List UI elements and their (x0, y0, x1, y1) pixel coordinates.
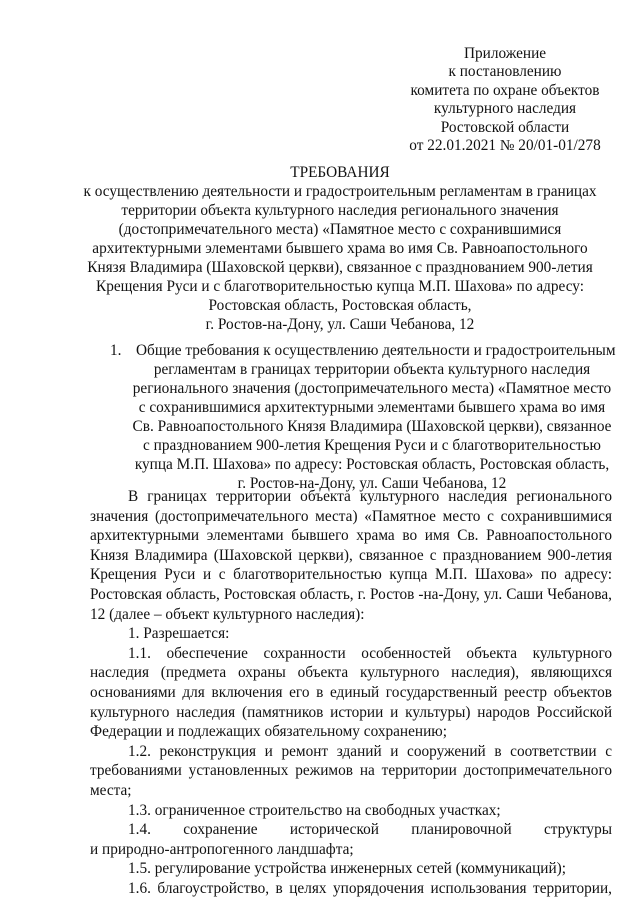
document-body (90, 487, 612, 898)
section-heading-line: г. Ростов-на-Дону, ул. Саши Чебанова, 12 (237, 475, 507, 492)
item-1-4-text: 1.4. сохранение исторической планировочной структуры (128, 821, 612, 839)
appendix-line: к постановлению (448, 63, 562, 81)
section-heading-text: Общие требования к осуществлению деятельности и градостроительным (136, 342, 616, 359)
section-heading-first-line (110, 341, 620, 360)
section-heading-continuation (110, 360, 620, 493)
title-line: Крещения Руси и с благотворительностью купца М.П. Шахова» по адресу: (96, 278, 584, 295)
appendix-line: комитета по охране объектов (410, 81, 600, 99)
title-line: г. Ростов-на-Дону, ул. Саши Чебанова, 12 (205, 316, 475, 333)
item-1-5: 1.5. регулирование устройства инженерных сетей (коммуникаций); (128, 860, 566, 878)
section-1-heading (110, 341, 620, 493)
section-heading-line: регионального значения (достопримечательного места) «Памятное место (132, 380, 612, 397)
section-heading-line: с сохранившимися архитектурными элементами бывшего храма во имя (138, 399, 606, 416)
title-line: территории объекта культурного наследия регионального значения (121, 202, 559, 219)
allowed-heading: 1. Разрешается: (128, 625, 230, 643)
item-1-1: 1.1. обеспечение сохранности особенностей объекта культурного наследия (предмета охраны объекта культурного наследия), являющихся основаниями для включения его в единый государственный реестр объектов культурного наследия (памятников истории и культуры) народов Российской Федерации и подлежащих обязательному сохранению; (90, 644, 612, 741)
item-1-6: 1.6. благоустройство, в целях упорядочения использования территории, (128, 879, 612, 897)
item-1-2: 1.2. реконструкция и ремонт зданий и сооружений в соответствии с требованиями установленных режимов на территории достопримечательного места; (90, 742, 612, 799)
title-line: архитектурными элементами бывшего храма во имя Св. Равноапостольного (92, 240, 588, 257)
title-heading: ТРЕБОВАНИЯ (290, 164, 390, 181)
section-heading-line: с празднованием 900-летия Крещения Руси и с благотворительностью (143, 437, 601, 454)
item-1-4-first-line (90, 820, 612, 840)
intro-paragraph: В границах территории объекта культурного наследия регионального значения (достопримечательного места) «Памятное место с сохранившимися архитектурными элементами бывшего храма во имя Св. Равноапостольного Князя Владимира (Шаховской церкви), связанное с празднованием 900-летия Крещения Руси и с благотворительностью купца М.П. Шахова» по адресу: Ростовская область, Ростовская область, г. Ростов -на-Дону, ул. Саши Чебанова, 12 (далее – объект культурного наследия): (90, 488, 612, 623)
section-number: 1. (110, 342, 122, 359)
title-line: к осуществлению деятельности и градостроительным регламентам в границах (83, 183, 597, 200)
appendix-line: Ростовской области (440, 118, 570, 136)
section-heading-line: регламентам в границах территории объекта культурного наследия (153, 361, 591, 378)
item-1-4-continuation: и природно-антропогенного ландшафта; (90, 840, 354, 858)
appendix-line: Приложение (463, 45, 547, 62)
section-heading-line: Св. Равноапостольного Князя Владимира (Шаховской церкви), связанное (132, 418, 612, 435)
appendix-line: от 22.01.2021 № 20/01-01/278 (409, 137, 601, 155)
title-line: (достопримечательного места) «Памятное место с сохранившимися (118, 221, 562, 238)
title-line: Ростовская область, Ростовская область, (208, 297, 472, 314)
document-title (60, 163, 620, 334)
item-1-3: 1.3. ограниченное строительство на свободных участках; (128, 801, 501, 819)
title-line: Князя Владимира (Шаховской церкви), связанное с празднованием 900-летия (87, 259, 593, 276)
section-heading-line: купца М.П. Шахова» по адресу: Ростовская область, Ростовская область, (134, 456, 610, 473)
appendix-block (400, 45, 610, 155)
appendix-line: культурного наследия (433, 100, 577, 118)
